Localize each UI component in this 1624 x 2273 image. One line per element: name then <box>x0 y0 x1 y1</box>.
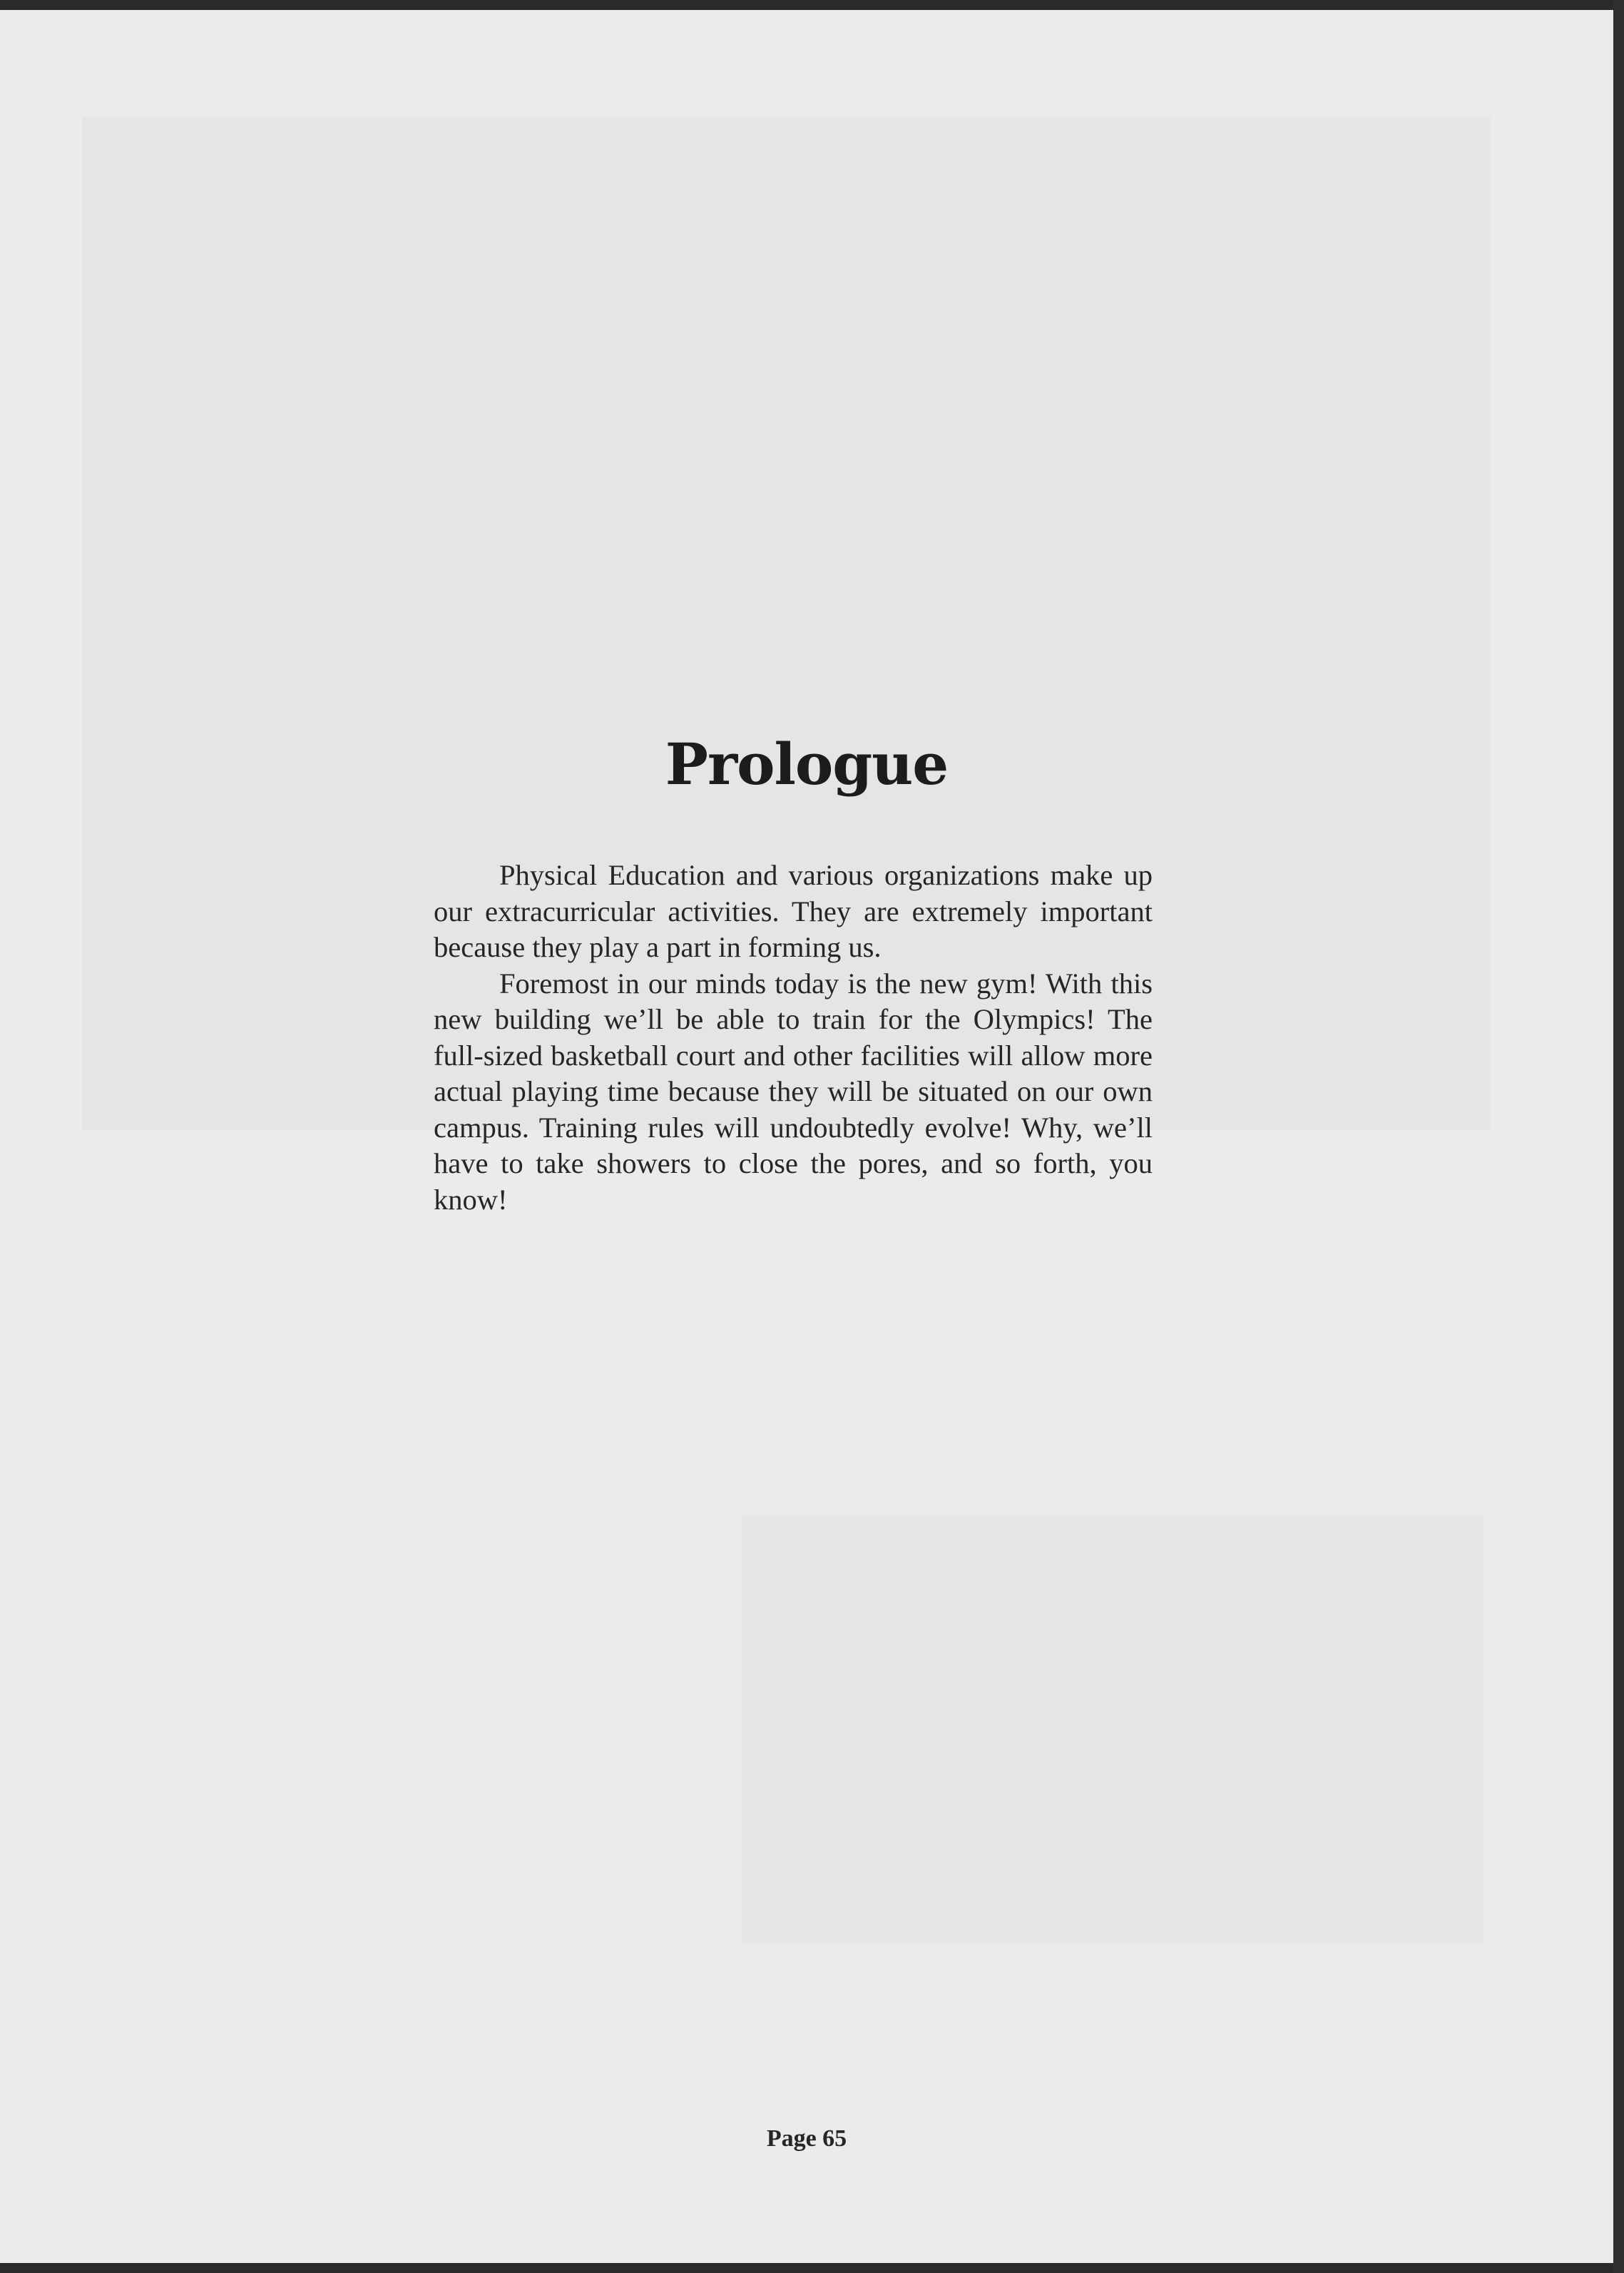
document-page <box>0 10 1613 2263</box>
body-text <box>434 858 1153 1218</box>
page-number: Page 65 <box>766 2125 847 2152</box>
scan-edge <box>1613 0 1624 2273</box>
page-title: Prologue <box>665 731 949 798</box>
paragraph: Physical Education and various organizations make up our extracurricular activities. They are extremely important because they play a part in forming us. <box>434 859 1153 963</box>
bleed-through-shadow <box>742 1515 1483 1943</box>
paragraph: Foremost in our minds today is the new gym! With this new building we’ll be able to train for the Olympics! The full-sized basketball court and other facilities will allow more actual playing time because they will be situated on our own campus. Training rules will undoubtedly evolve! Why, we’ll have to take showers to close the pores, and so forth, you know! <box>434 967 1153 1216</box>
